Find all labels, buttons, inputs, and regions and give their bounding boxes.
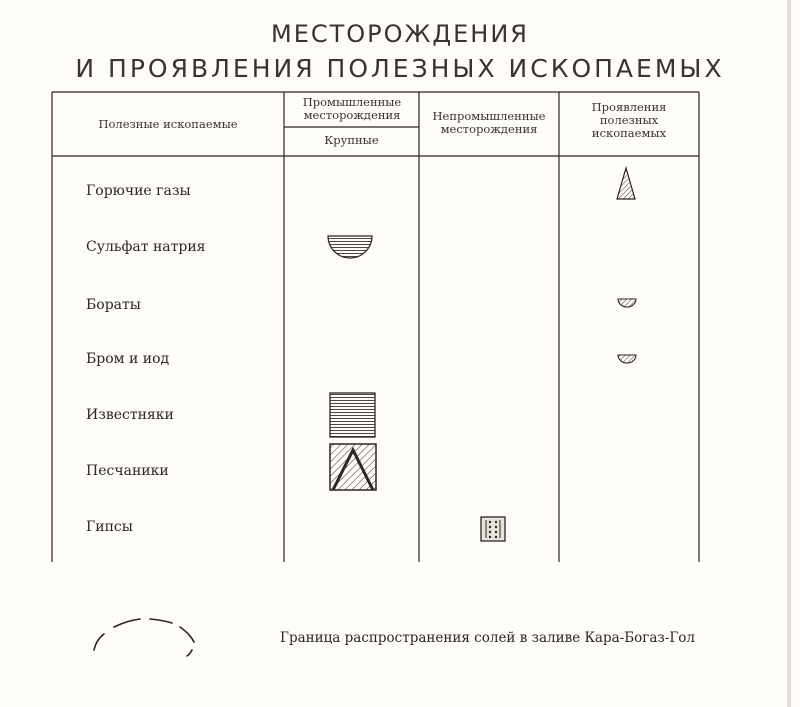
limestone-square-symbol: [330, 393, 375, 437]
row-label-sandstone: Песчаники: [86, 463, 169, 479]
gas-triangle-symbol: [617, 168, 635, 199]
row-label-sodium-sulfate: Сульфат натрия: [86, 239, 206, 255]
header-minerals: Полезные ископаемые: [98, 117, 238, 131]
row-label-bromine-iodine: Бром и иод: [86, 351, 170, 367]
gypsum-square-symbol: [481, 517, 505, 541]
sodium-sulfate-semicircle-symbol: [328, 236, 372, 258]
borates-semicircle-symbol: [618, 299, 636, 307]
page-edge-shadow: [787, 0, 791, 707]
title-line-1: МЕСТОРОЖДЕНИЯ: [271, 20, 529, 48]
header-industrial-large: Крупные: [324, 133, 379, 147]
header-nonindustrial: Непромышленные месторождения: [432, 109, 546, 136]
title-line-2: И ПРОЯВЛЕНИЯ ПОЛЕЗНЫХ ИСКОПАЕМЫХ: [75, 54, 725, 83]
boundary-dashed-arc-symbol: [94, 619, 194, 656]
row-label-gypsum: Гипсы: [86, 519, 133, 535]
row-label-gas: Горючие газы: [86, 183, 191, 199]
bromine-iodine-semicircle-symbol: [618, 355, 636, 363]
row-label-borates: Бораты: [86, 297, 141, 313]
row-label-limestone: Известняки: [86, 407, 174, 423]
boundary-legend-text: Граница распространения солей в заливе Кара-Богаз-Гол: [280, 630, 695, 646]
header-industrial: Промышленные месторождения: [302, 95, 402, 122]
sandstone-square-symbol: [330, 444, 376, 490]
header-manifestations: Проявления полезных ископаемых: [591, 100, 667, 140]
